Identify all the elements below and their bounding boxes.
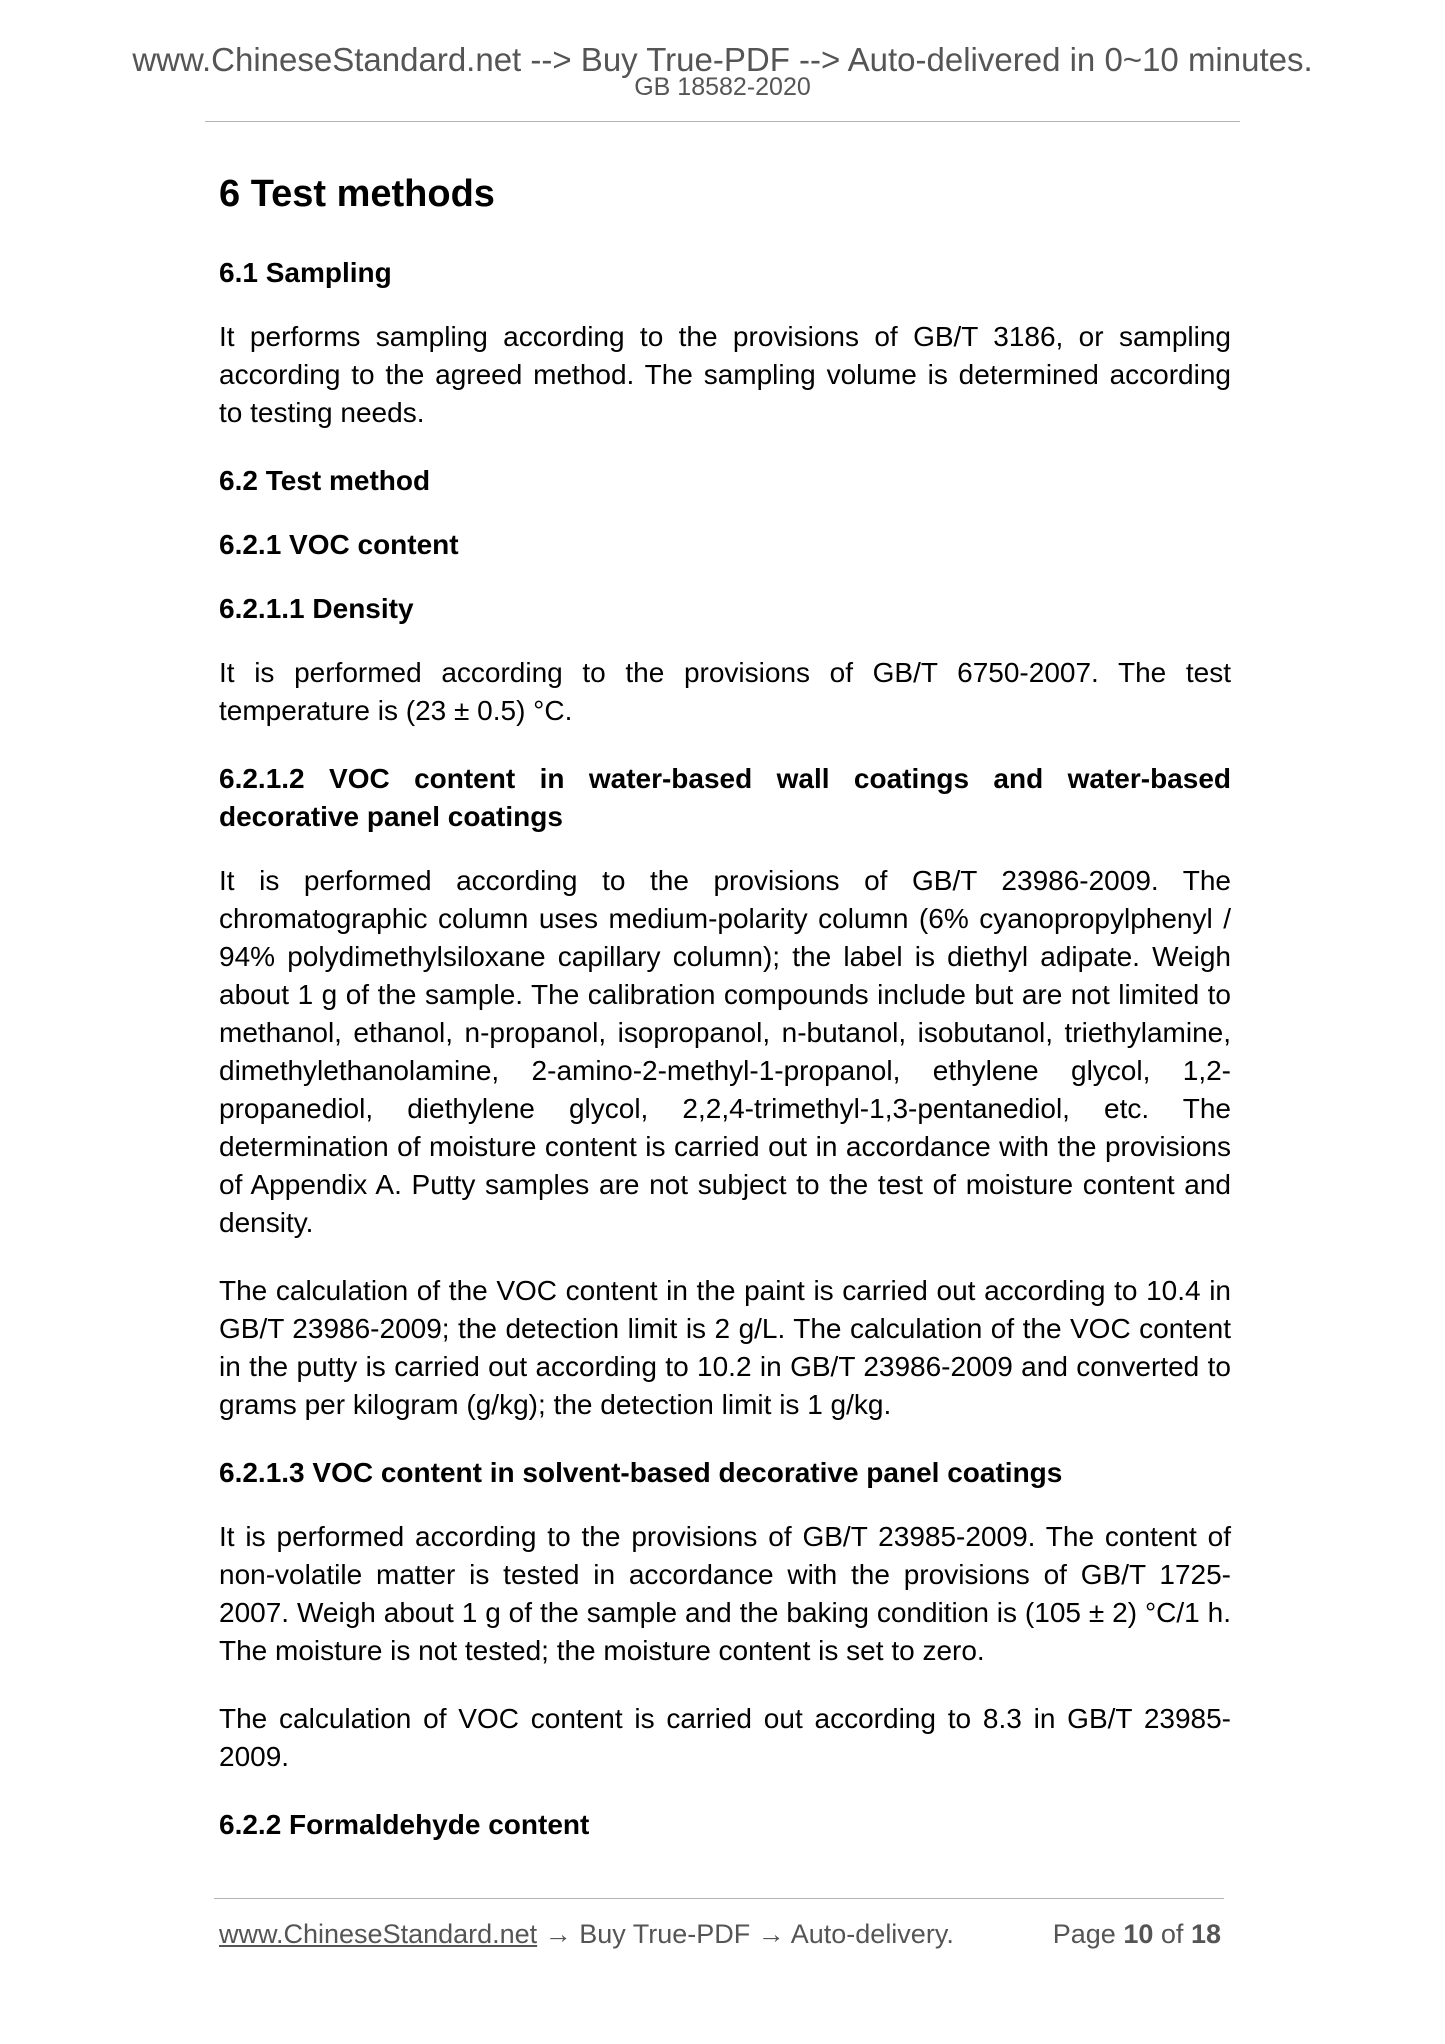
footer-delivery-text: → Buy True-PDF → Auto-delivery. <box>537 1919 954 1949</box>
section-6-2-1-1-title: 6.2.1.1 Density <box>219 593 414 624</box>
header-banner: www.ChineseStandard.net --> Buy True-PDF --> Auto-delivered in 0~10 minutes. <box>132 41 1313 78</box>
section-6-2-1-3-title: 6.2.1.3 VOC content in solvent-based decorative panel coatings <box>219 1457 1063 1488</box>
section-6-2-title: 6.2 Test method <box>219 465 431 496</box>
header-divider <box>205 121 1240 122</box>
page-label: Page <box>1052 1919 1116 1949</box>
section-6-2-1-2-paragraph-1: It is performed according to the provisions of GB/T 23986-2009. The chromatographic column uses medium-polarity column (6% cyanopropylphenyl / 94% polydimethylsiloxane capillary column); the label is diethyl adipate. Weigh about 1 g of the sample. The calibration compounds include but are not limited to methanol, ethanol, n-propanol, isopropanol, n-butanol, isobutanol, triethylamine, dimethylethanolamine, 2-amino-2-methyl-1-propanol, ethylene glycol, 1,2-propanediol, diethylene glycol, 2,2,4-trimethyl-1,3-pentanediol, etc. The determination of moisture content is carried out in accordance with the provisions of Appendix A. Putty samples are not subject to the test of moisture content and density. <box>219 865 1231 1238</box>
document-code: GB 18582-2020 <box>634 73 811 101</box>
footer-divider <box>214 1898 1224 1899</box>
page-content <box>219 166 1231 1870</box>
total-pages: 18 <box>1190 1919 1221 1949</box>
section-6-2-1-1-paragraph: It is performed according to the provisions of GB/T 6750-2007. The test temperature is (23 ± 0.5) °C. <box>219 657 1231 726</box>
section-6-2-1-2-title: 6.2.1.2 VOC content in water-based wall coatings and water-based decorative panel coatings <box>219 763 1231 832</box>
page-footer <box>219 1916 1221 1952</box>
section-6-2-1-2-paragraph-2: The calculation of the VOC content in the paint is carried out according to 10.4 in GB/T 23986-2009; the detection limit is 2 g/L. The calculation of the VOC content in the putty is carried out according to 10.2 in GB/T 23986-2009 and converted to grams per kilogram (g/kg); the detection limit is 1 g/kg. <box>219 1275 1231 1420</box>
page-number: 10 <box>1123 1919 1154 1949</box>
footer-site-link[interactable]: www.ChineseStandard.net <box>219 1919 538 1949</box>
section-6-1-paragraph: It performs sampling according to the provisions of GB/T 3186, or sampling according to the agreed method. The sampling volume is determined according to testing needs. <box>219 321 1231 428</box>
section-6-2-1-3-paragraph-1: It is performed according to the provisions of GB/T 23985-2009. The content of non-volatile matter is tested in accordance with the provisions of GB/T 1725-2007. Weigh about 1 g of the sample and the baking condition is (105 ± 2) °C/1 h. The moisture is not tested; the moisture content is set to zero. <box>219 1521 1231 1666</box>
section-6-1-title: 6.1 Sampling <box>219 257 392 288</box>
section-6-title: 6 Test methods <box>219 173 495 215</box>
section-6-2-1-title: 6.2.1 VOC content <box>219 529 459 560</box>
section-6-2-1-3-paragraph-2: The calculation of VOC content is carried out according to 8.3 in GB/T 23985-2009. <box>219 1703 1231 1772</box>
section-6-2-2-title: 6.2.2 Formaldehyde content <box>219 1809 590 1840</box>
page-indicator <box>1053 1916 1221 1952</box>
of-label: of <box>1160 1919 1184 1949</box>
